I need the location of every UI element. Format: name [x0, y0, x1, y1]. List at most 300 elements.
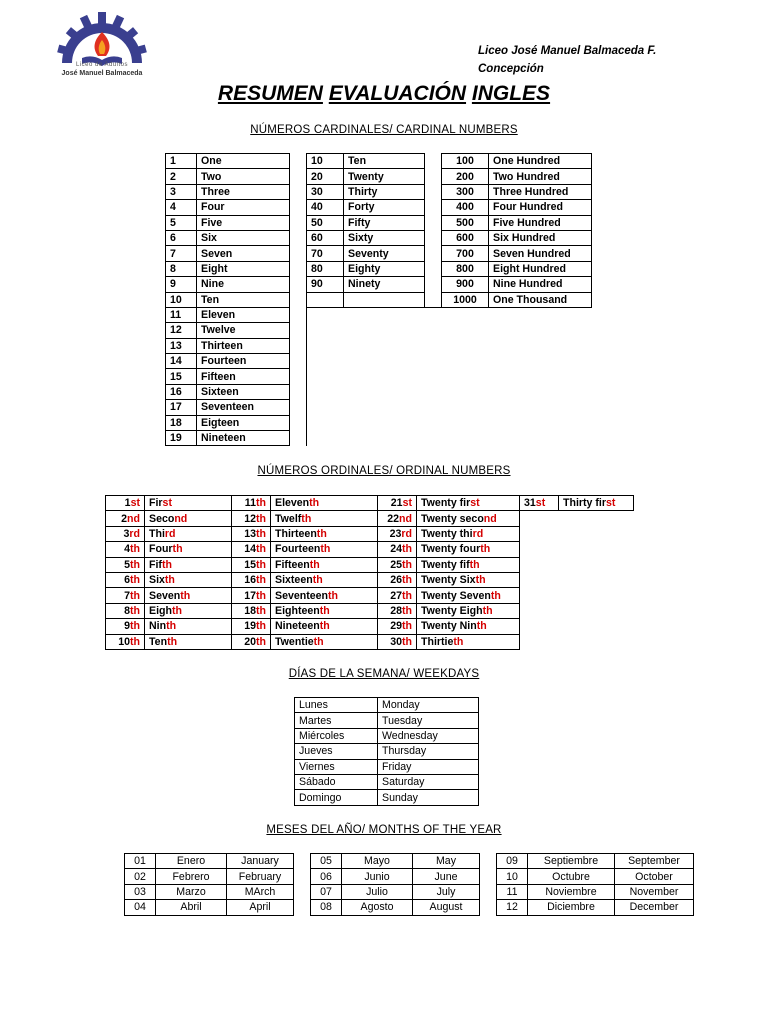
month-english: January — [227, 854, 294, 869]
months-table — [124, 853, 694, 916]
ordinal-suffix: th — [490, 589, 501, 602]
ordinal-number — [106, 619, 145, 634]
cardinal-word: Five — [197, 215, 290, 230]
word-stem: 12 — [244, 512, 256, 525]
month-number: 03 — [125, 884, 156, 899]
empty-cell — [520, 634, 634, 649]
cardinal-number: 11 — [166, 307, 197, 322]
month-number: 02 — [125, 869, 156, 884]
weekday-spanish: Viernes — [295, 759, 378, 774]
empty-cell — [307, 338, 592, 353]
ordinal-suffix: th — [402, 574, 412, 587]
ordinal-suffix: st — [130, 497, 140, 510]
cardinal-number: 12 — [166, 323, 197, 338]
ordinal-suffix: th — [256, 574, 266, 587]
table-row — [106, 634, 634, 649]
ordinal-word — [417, 572, 520, 587]
word-stem: 4 — [124, 543, 130, 556]
word-stem: 9 — [124, 620, 130, 633]
table-row — [106, 496, 634, 511]
ordinal-suffix: th — [480, 543, 491, 556]
cardinal-word: Seven — [197, 246, 290, 261]
word-stem: 6 — [124, 574, 130, 587]
column-gap — [290, 215, 307, 230]
ordinal-suffix: th — [256, 527, 266, 540]
word-stem: Twenty Six — [421, 574, 476, 587]
ordinal-number — [106, 603, 145, 618]
ordinal-word — [417, 542, 520, 557]
weekday-spanish: Miércoles — [295, 728, 378, 743]
ordinal-number — [378, 542, 417, 557]
column-gap — [425, 200, 442, 215]
ordinal-suffix: th — [402, 635, 412, 648]
ordinal-suffix: th — [309, 497, 320, 510]
word-stem: Nineteen — [275, 620, 320, 633]
table-row — [166, 154, 592, 169]
ordinal-suffix: th — [402, 589, 412, 602]
weekday-english: Monday — [378, 698, 479, 713]
ordinal-suffix: th — [256, 512, 266, 525]
table-row — [106, 526, 634, 541]
word-stem: Eigh — [149, 604, 172, 617]
cardinal-number: 7 — [166, 246, 197, 261]
ordinal-number — [520, 496, 559, 511]
column-gap — [294, 854, 311, 869]
weekday-spanish: Martes — [295, 713, 378, 728]
empty-cell — [307, 384, 592, 399]
column-gap — [290, 415, 307, 430]
cardinal-word: Twenty — [344, 169, 425, 184]
table-row — [166, 400, 592, 415]
word-stem: 26 — [390, 574, 402, 587]
table-row — [166, 246, 592, 261]
cardinal-word: Three Hundred — [489, 184, 592, 199]
word-stem: 5 — [124, 558, 130, 571]
table-row — [166, 384, 592, 399]
word-stem: 23 — [389, 527, 402, 540]
word-stem: Fourteen — [275, 543, 321, 556]
weekday-spanish: Jueves — [295, 744, 378, 759]
ordinal-suffix: th — [453, 635, 464, 648]
cardinal-word: One — [197, 154, 290, 169]
word-stem: 10 — [118, 635, 130, 648]
cardinal-number: 70 — [307, 246, 344, 261]
cardinal-word: One Thousand — [489, 292, 592, 307]
cardinal-word: Twelve — [197, 323, 290, 338]
word-stem: 2 — [121, 512, 128, 525]
cardinal-word: Fifteen — [197, 369, 290, 384]
cardinal-number: 4 — [166, 200, 197, 215]
word-stem: 15 — [244, 558, 256, 571]
ordinal-number — [378, 572, 417, 587]
column-gap — [425, 230, 442, 245]
cardinal-number: 6 — [166, 230, 197, 245]
cardinal-word: Fifty — [344, 215, 425, 230]
cardinal-number: 16 — [166, 384, 197, 399]
word-stem: Seco — [149, 512, 175, 525]
word-stem: Fir — [149, 497, 163, 510]
ordinal-number — [378, 511, 417, 526]
weekday-english: Tuesday — [378, 713, 479, 728]
month-english: April — [227, 900, 294, 915]
word-stem: Thi — [149, 527, 165, 540]
table-row — [295, 774, 479, 789]
school-city: Concepción — [478, 63, 544, 75]
ordinal-suffix: th — [309, 558, 320, 571]
month-number: 05 — [311, 854, 342, 869]
ordinal-number — [378, 496, 417, 511]
word-stem: 8 — [124, 604, 130, 617]
cardinal-number: 300 — [442, 184, 489, 199]
ordinal-word — [145, 496, 232, 511]
table-row — [106, 511, 634, 526]
ordinal-word — [145, 526, 232, 541]
column-gap — [290, 261, 307, 276]
table-row — [106, 542, 634, 557]
ordinal-suffix: th — [166, 620, 177, 633]
title-part-3: INGLES — [471, 82, 551, 105]
ordinal-suffix: th — [256, 497, 266, 510]
word-stem: 18 — [244, 604, 256, 617]
month-english: August — [413, 900, 480, 915]
ordinal-word — [145, 619, 232, 634]
ordinal-number — [232, 603, 271, 618]
column-gap — [290, 354, 307, 369]
ordinal-suffix: th — [475, 574, 486, 587]
cardinal-word: Sixty — [344, 230, 425, 245]
school-name: Liceo José Manuel Balmaceda F. — [478, 45, 657, 57]
cardinal-number: 8 — [166, 261, 197, 276]
month-number: 01 — [125, 854, 156, 869]
month-spanish: Enero — [156, 854, 227, 869]
column-gap — [290, 246, 307, 261]
cardinal-number: 10 — [307, 154, 344, 169]
cardinal-word: Nine Hundred — [489, 277, 592, 292]
month-english: July — [413, 884, 480, 899]
cardinal-number: 800 — [442, 261, 489, 276]
word-stem: Eighteen — [275, 604, 320, 617]
column-gap — [425, 184, 442, 199]
ordinal-suffix: th — [130, 558, 140, 571]
cardinal-number: 60 — [307, 230, 344, 245]
word-stem: Twenty seco — [421, 512, 484, 525]
month-spanish: Febrero — [156, 869, 227, 884]
ordinal-suffix: th — [402, 558, 412, 571]
word-stem: 22 — [387, 512, 400, 525]
cardinal-word: Nine — [197, 277, 290, 292]
table-row — [295, 698, 479, 713]
cardinal-word: Eight Hundred — [489, 261, 592, 276]
ordinal-suffix: th — [469, 558, 480, 571]
cardinal-word: One Hundred — [489, 154, 592, 169]
month-spanish: Diciembre — [528, 900, 615, 915]
table-row — [166, 169, 592, 184]
month-spanish: Julio — [342, 884, 413, 899]
word-stem: Six — [149, 574, 165, 587]
cardinal-number: 200 — [442, 169, 489, 184]
ordinal-suffix: nd — [483, 512, 497, 525]
column-gap — [425, 277, 442, 292]
month-number: 10 — [497, 869, 528, 884]
ordinal-suffix: nd — [174, 512, 188, 525]
weekday-english: Wednesday — [378, 728, 479, 743]
word-stem: Ten — [149, 635, 168, 648]
ordinal-word — [417, 496, 520, 511]
ordinal-number — [378, 588, 417, 603]
column-gap — [290, 400, 307, 415]
cardinal-number: 15 — [166, 369, 197, 384]
cardinal-number: 600 — [442, 230, 489, 245]
ordinal-word — [271, 619, 378, 634]
weekday-english: Sunday — [378, 790, 479, 805]
word-stem: 28 — [390, 604, 402, 617]
ordinal-word — [271, 511, 378, 526]
ordinal-number — [232, 619, 271, 634]
column-gap — [290, 292, 307, 307]
column-gap — [290, 338, 307, 353]
ordinal-number — [232, 557, 271, 572]
empty-cell — [520, 542, 634, 557]
cardinal-word: Seven Hundred — [489, 246, 592, 261]
empty-cell — [520, 557, 634, 572]
word-stem: 13 — [244, 527, 256, 540]
ordinal-suffix: th — [171, 604, 182, 617]
word-stem: Thirtie — [421, 635, 454, 648]
empty-cell — [520, 572, 634, 587]
ordinal-suffix: th — [402, 543, 412, 556]
cardinal-number: 20 — [307, 169, 344, 184]
ordinal-number — [232, 588, 271, 603]
month-english: February — [227, 869, 294, 884]
word-stem: 1 — [124, 497, 131, 510]
word-stem: 3 — [123, 527, 130, 540]
ordinal-suffix: rd — [401, 527, 412, 540]
cardinal-word: Forty — [344, 200, 425, 215]
ordinal-word — [417, 557, 520, 572]
cardinal-word: Five Hundred — [489, 215, 592, 230]
column-gap — [290, 323, 307, 338]
ordinal-suffix: th — [180, 589, 191, 602]
month-spanish: Mayo — [342, 854, 413, 869]
month-number: 07 — [311, 884, 342, 899]
ordinal-suffix: th — [402, 620, 412, 633]
ordinal-word — [417, 603, 520, 618]
ordinal-number — [106, 572, 145, 587]
table-row — [295, 744, 479, 759]
logo-school-name: José Manuel Balmaceda — [61, 70, 143, 77]
cardinal-word: Eight — [197, 261, 290, 276]
empty-cell — [307, 307, 592, 322]
ordinal-suffix: th — [256, 620, 266, 633]
ordinal-suffix: th — [256, 558, 266, 571]
ordinal-suffix: th — [256, 543, 266, 556]
table-row — [125, 869, 694, 884]
ordinal-suffix: th — [316, 527, 327, 540]
cardinal-word: Ten — [197, 292, 290, 307]
table-row — [166, 277, 592, 292]
cardinal-number — [307, 292, 344, 307]
ordinal-suffix: th — [320, 543, 331, 556]
column-gap — [480, 900, 497, 915]
column-gap — [480, 854, 497, 869]
month-number: 04 — [125, 900, 156, 915]
ordinal-suffix: rd — [129, 527, 140, 540]
table-row — [166, 261, 592, 276]
ordinal-number — [232, 526, 271, 541]
word-stem: Four — [149, 543, 173, 556]
word-stem: Twenty four — [421, 543, 481, 556]
month-spanish: Noviembre — [528, 884, 615, 899]
ordinal-suffix: th — [130, 635, 140, 648]
month-english: May — [413, 854, 480, 869]
ordinal-suffix: rd — [164, 527, 176, 540]
weekday-english: Thursday — [378, 744, 479, 759]
month-number: 09 — [497, 854, 528, 869]
empty-cell — [520, 526, 634, 541]
table-row — [166, 323, 592, 338]
column-gap — [425, 215, 442, 230]
cardinal-word: Thirty — [344, 184, 425, 199]
cardinal-word: Four — [197, 200, 290, 215]
ordinal-suffix: rd — [472, 527, 484, 540]
cardinal-word: Six — [197, 230, 290, 245]
cardinal-word: Two — [197, 169, 290, 184]
word-stem: 17 — [244, 589, 256, 602]
table-row — [125, 854, 694, 869]
table-row — [106, 619, 634, 634]
column-gap — [425, 261, 442, 276]
column-gap — [425, 292, 442, 307]
month-number: 12 — [497, 900, 528, 915]
column-gap — [290, 307, 307, 322]
ordinal-suffix: th — [256, 635, 266, 648]
month-spanish: Octubre — [528, 869, 615, 884]
ordinal-word — [145, 557, 232, 572]
column-gap — [294, 884, 311, 899]
column-gap — [290, 384, 307, 399]
month-number: 11 — [497, 884, 528, 899]
month-spanish: Agosto — [342, 900, 413, 915]
month-number: 06 — [311, 869, 342, 884]
column-gap — [290, 154, 307, 169]
ordinal-suffix: th — [312, 574, 323, 587]
table-row — [106, 603, 634, 618]
table-row — [125, 884, 694, 899]
cardinal-word: Four Hundred — [489, 200, 592, 215]
section-heading-weekdays: DÍAS DE LA SEMANA/ WEEKDAYS — [288, 668, 480, 680]
ordinal-word — [417, 619, 520, 634]
weekday-english: Friday — [378, 759, 479, 774]
table-row — [166, 230, 592, 245]
cardinal-number: 5 — [166, 215, 197, 230]
table-row — [166, 200, 592, 215]
column-gap — [425, 169, 442, 184]
ordinal-word — [145, 511, 232, 526]
ordinal-word — [271, 588, 378, 603]
ordinal-number — [106, 634, 145, 649]
cardinal-word: Seventeen — [197, 400, 290, 415]
column-gap — [290, 431, 307, 446]
ordinal-suffix: th — [256, 589, 266, 602]
word-stem: Nin — [149, 620, 167, 633]
column-gap — [480, 869, 497, 884]
ordinal-suffix: th — [130, 574, 140, 587]
empty-cell — [520, 619, 634, 634]
table-row — [166, 184, 592, 199]
ordinal-number — [232, 511, 271, 526]
ordinal-suffix: th — [301, 512, 312, 525]
cardinal-word — [344, 292, 425, 307]
ordinal-suffix: th — [402, 604, 412, 617]
column-gap — [290, 169, 307, 184]
ordinal-suffix: st — [162, 497, 172, 510]
cardinal-number: 1000 — [442, 292, 489, 307]
month-english: October — [615, 869, 694, 884]
table-row — [166, 338, 592, 353]
cardinal-word: Ten — [344, 154, 425, 169]
weekday-spanish: Sábado — [295, 774, 378, 789]
ordinal-word — [417, 634, 520, 649]
ordinal-suffix: th — [161, 558, 172, 571]
month-spanish: Septiembre — [528, 854, 615, 869]
weekday-spanish: Lunes — [295, 698, 378, 713]
cardinal-word: Eigteen — [197, 415, 290, 430]
ordinal-word — [271, 496, 378, 511]
ordinal-word — [271, 634, 378, 649]
table-row — [125, 900, 694, 915]
table-row — [295, 790, 479, 805]
cardinal-word: Thirteen — [197, 338, 290, 353]
cardinal-number: 14 — [166, 354, 197, 369]
word-stem: Twenty Eigh — [421, 604, 483, 617]
cardinal-word: Eighty — [344, 261, 425, 276]
table-row — [166, 292, 592, 307]
weekdays-table — [294, 697, 479, 806]
empty-cell — [520, 511, 634, 526]
table-row — [166, 307, 592, 322]
word-stem: 11 — [244, 497, 256, 510]
cardinal-word: Sixteen — [197, 384, 290, 399]
word-stem: 27 — [390, 589, 402, 602]
table-row — [295, 728, 479, 743]
word-stem: Seven — [149, 589, 181, 602]
word-stem: 21 — [390, 497, 403, 510]
ordinal-suffix: nd — [127, 512, 140, 525]
word-stem: Twentie — [275, 635, 314, 648]
cardinal-number: 30 — [307, 184, 344, 199]
word-stem: 14 — [244, 543, 256, 556]
school-info — [478, 42, 656, 78]
ordinal-table — [105, 495, 634, 650]
month-spanish: Abril — [156, 900, 227, 915]
cardinal-word: Ninety — [344, 277, 425, 292]
ordinal-number — [232, 542, 271, 557]
month-number: 08 — [311, 900, 342, 915]
cardinal-word: Six Hundred — [489, 230, 592, 245]
ordinal-number — [378, 634, 417, 649]
cardinal-number: 80 — [307, 261, 344, 276]
month-english: September — [615, 854, 694, 869]
cardinal-number: 100 — [442, 154, 489, 169]
ordinal-word — [271, 603, 378, 618]
word-stem: 19 — [244, 620, 256, 633]
title-part-1: RESUMEN — [217, 82, 323, 105]
ordinal-suffix: st — [535, 497, 546, 510]
month-english: November — [615, 884, 694, 899]
ordinal-word — [271, 542, 378, 557]
word-stem: 20 — [244, 635, 256, 648]
ordinal-word — [417, 511, 520, 526]
